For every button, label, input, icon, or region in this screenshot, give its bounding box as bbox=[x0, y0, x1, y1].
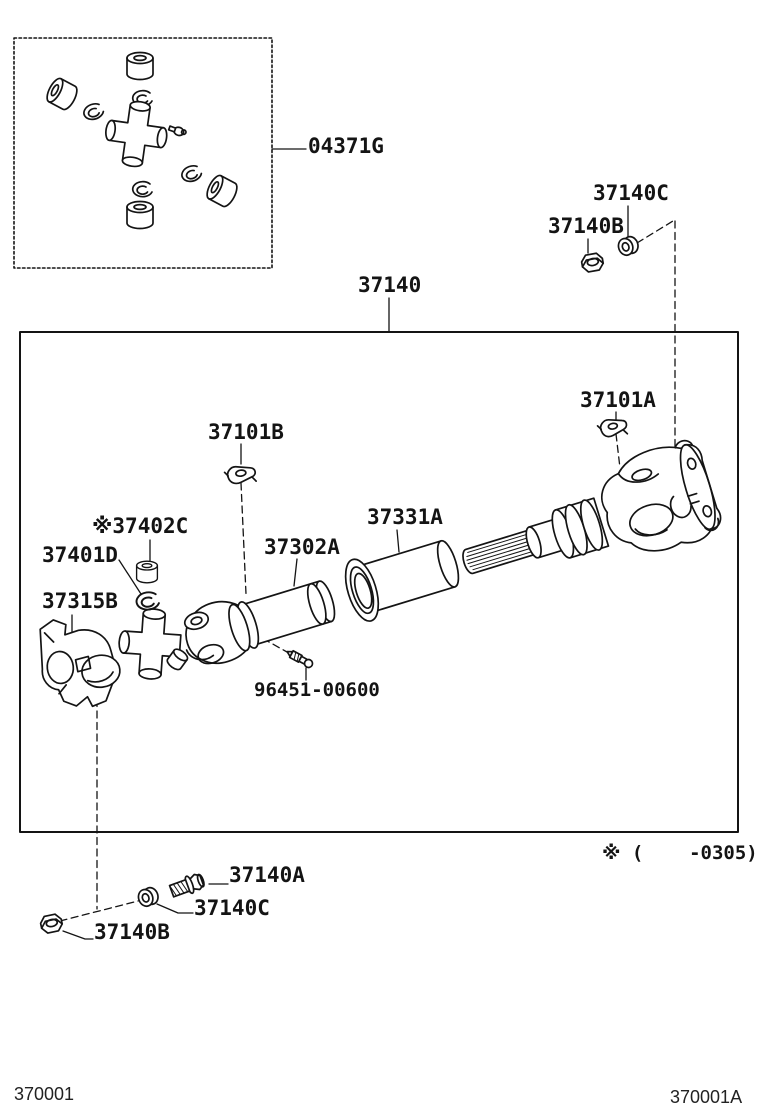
callout-96451-00600[interactable]: 96451-00600 bbox=[254, 679, 380, 701]
shaft-tube-drawing bbox=[176, 569, 341, 672]
callout-37101B[interactable]: 37101B bbox=[208, 420, 284, 444]
callout-37401D[interactable]: 37401D bbox=[42, 543, 118, 567]
nut-bottom-drawing bbox=[39, 913, 63, 934]
spider-cross-icon bbox=[102, 98, 171, 171]
front-flange-drawing bbox=[37, 614, 123, 712]
figure-code-left: 370001 bbox=[14, 1084, 75, 1104]
callout-37315B[interactable]: 37315B bbox=[42, 589, 118, 613]
nut-top-drawing bbox=[581, 252, 605, 272]
callout-37140B-top[interactable]: 37140B bbox=[548, 214, 624, 238]
callout-37140C-bottom[interactable]: 37140C bbox=[194, 896, 270, 920]
callout-04371G[interactable]: 04371G bbox=[308, 134, 384, 158]
callout-37302A[interactable]: 37302A bbox=[264, 535, 340, 559]
u-joint-kit-drawing bbox=[44, 53, 240, 229]
spider-drawing bbox=[117, 607, 193, 682]
snap-ring-icon bbox=[133, 182, 152, 197]
dust-cover-drawing bbox=[339, 531, 465, 625]
bearing-cup-icon bbox=[44, 76, 80, 112]
snap-ring-drawing bbox=[136, 591, 160, 610]
callout-37101A[interactable]: 37101A bbox=[580, 388, 656, 412]
callout-37140A[interactable]: 37140A bbox=[229, 863, 305, 887]
callout-37331A[interactable]: 37331A bbox=[367, 505, 443, 529]
grease-fitting-icon bbox=[168, 124, 187, 137]
applicability-note: ※ ( -0305) bbox=[602, 842, 758, 864]
rear-yoke-drawing bbox=[591, 436, 725, 564]
callout-37140B-bottom[interactable]: 37140B bbox=[94, 920, 170, 944]
callout-37140C-top[interactable]: 37140C bbox=[593, 181, 669, 205]
snap-ring-icon bbox=[82, 102, 105, 122]
washer-bottom-drawing bbox=[136, 886, 160, 909]
figure-code-right: 370001A bbox=[670, 1087, 743, 1107]
callout-37140[interactable]: 37140 bbox=[358, 273, 422, 297]
callout-37402C[interactable]: ※37402C bbox=[92, 514, 189, 538]
weight-clip-front-drawing bbox=[224, 464, 256, 485]
bearing-cup-icon bbox=[127, 202, 153, 229]
bearing-cup-icon bbox=[204, 173, 240, 209]
spider-bearing-drawing bbox=[137, 561, 158, 583]
splined-shaft-drawing bbox=[460, 530, 536, 575]
snap-ring-icon bbox=[180, 164, 203, 184]
grease-fitting-drawing bbox=[285, 648, 314, 668]
weight-clip-rear-drawing bbox=[597, 417, 628, 439]
bearing-cup-icon bbox=[127, 53, 153, 80]
